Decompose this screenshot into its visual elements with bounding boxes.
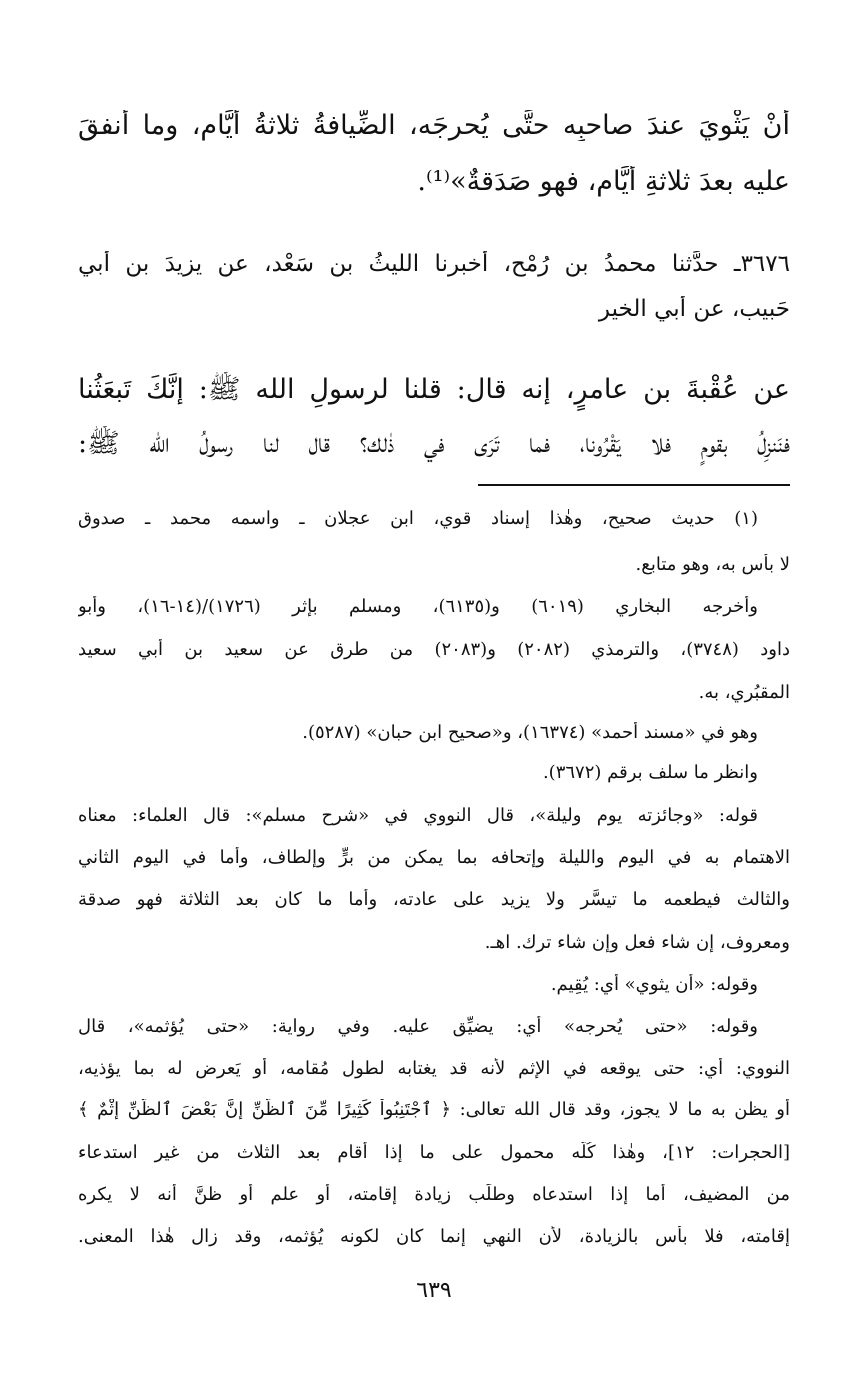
footnote-line: (١) حديث صحيح، وهٰذا إسناد قوي، ابن عجلان ـ واسمه محمد ـ صدوق: [78, 508, 758, 529]
footnote-line: داود (٣٧٤٨)، والترمذي (٢٠٨٢) و(٢٠٨٣) من طرق عن سعيد بن أبي سعيد: [78, 639, 790, 660]
footnote-line: الاهتمام به في اليوم والليلة وإتحافه بما يمكن من برٍّ وإلطاف، وأما في اليوم الثاني: [78, 847, 790, 868]
footnote-line: أو يظن به ما لا يجوز، وقد قال الله تعالى: ﴿ ٱجْتَنِبُواْ كَثِيرًا مِّنَ ٱلظَّنِّ إِنَّ بَعْضَ ٱلظَّنِّ إِثْمٌ ﴾: [78, 1099, 790, 1120]
main-text-line: أنْ يَثْوِيَ عندَ صاحبِه حتَّى يُحرِجَه، الضِّيافةُ ثلاثةُ أيَّامٍ، وما أنفقَ: [78, 110, 790, 141]
footnote-line: وانظر ما سلف برقم (٣٦٧٢).: [542, 762, 758, 783]
footnote-line: من المضيف، أما إذا استدعاه وطلَب زيادة إقامته، أو علم أو ظنَّ أنه لا يكره: [78, 1184, 790, 1205]
matn-line: فنَنزِلُ بقومٍ فلا يَقْرُونا، فما تَرَى في ذٰلك؟ قال لنا رسولُ الله ﷺ:: [78, 428, 790, 459]
footnote-line: المقبُري، به.: [698, 682, 790, 703]
footnote-line: ومعروف، إن شاء فعل وإن شاء ترك. اهـ.: [484, 932, 790, 953]
footnote-line: لا بأس به، وهو متابع.: [635, 554, 790, 575]
footnote-separator: [478, 484, 790, 486]
footnote-line: وهو في «مسند أحمد» (١٦٣٧٤)، و«صحيح ابن حبان» (٥٢٨٧).: [302, 722, 758, 743]
matn-line: عن عُقْبةَ بن عامرٍ، إنه قال: قلنا لرسولِ الله ﷺ: إنَّكَ تَبعَثُنا: [78, 374, 790, 405]
page-number: ٦٣٩: [416, 1278, 452, 1303]
main-text-line: عليه بعدَ ثلاثةِ أيَّامٍ، فهو صَدَقةٌ»⁽¹⁾.: [417, 166, 790, 197]
footnote-line: وأخرجه البخاري (٦٠١٩) و(٦١٣٥)، ومسلم بإثر (١٧٢٦)/(١٤-١٦)، وأبو: [78, 596, 758, 617]
footnote-line: [الحجرات: ١٢]، وهٰذا كُلُّه محمول على ما إذا أقام بعد الثلاث من غير استدعاء: [78, 1142, 790, 1163]
footnote-line: إقامته، فلا بأس بالزيادة، لأن النهي إنما كان لكونه يُؤثمه، وقد زال هٰذا المعنى.: [78, 1226, 790, 1247]
footnote-line: قوله: «وجائزته يوم وليلة»، قال النووي في «شرح مسلم»: قال العلماء: معناه: [78, 805, 758, 826]
isnad-line: حَبيب، عن أبي الخير: [598, 296, 790, 322]
isnad-line: ٣٦٧٦ـ حدَّثنا محمدُ بن رُمْح، أخبرنا الليثُ بن سَعْد، عن يزيدَ بن أبي: [78, 251, 790, 277]
footnote-line: وقوله: «حتى يُحرِجه» أي: يضيِّق عليه. وفي رواية: «حتى يُؤثمه»، قال: [78, 1016, 758, 1037]
footnote-line: وقوله: «أن يثوي» أي: يُقِيم.: [550, 974, 758, 995]
footnote-line: والثالث فيطعمه ما تيسَّر ولا يزيد على عادته، وأما ما كان بعد الثلاثة فهو صدقة: [78, 889, 790, 910]
footnote-line: النووي: أي: حتى يوقعه في الإثم لأنه قد يغتابه لطول مُقامه، أو يَعرض له بما يؤذيه،: [78, 1058, 790, 1079]
